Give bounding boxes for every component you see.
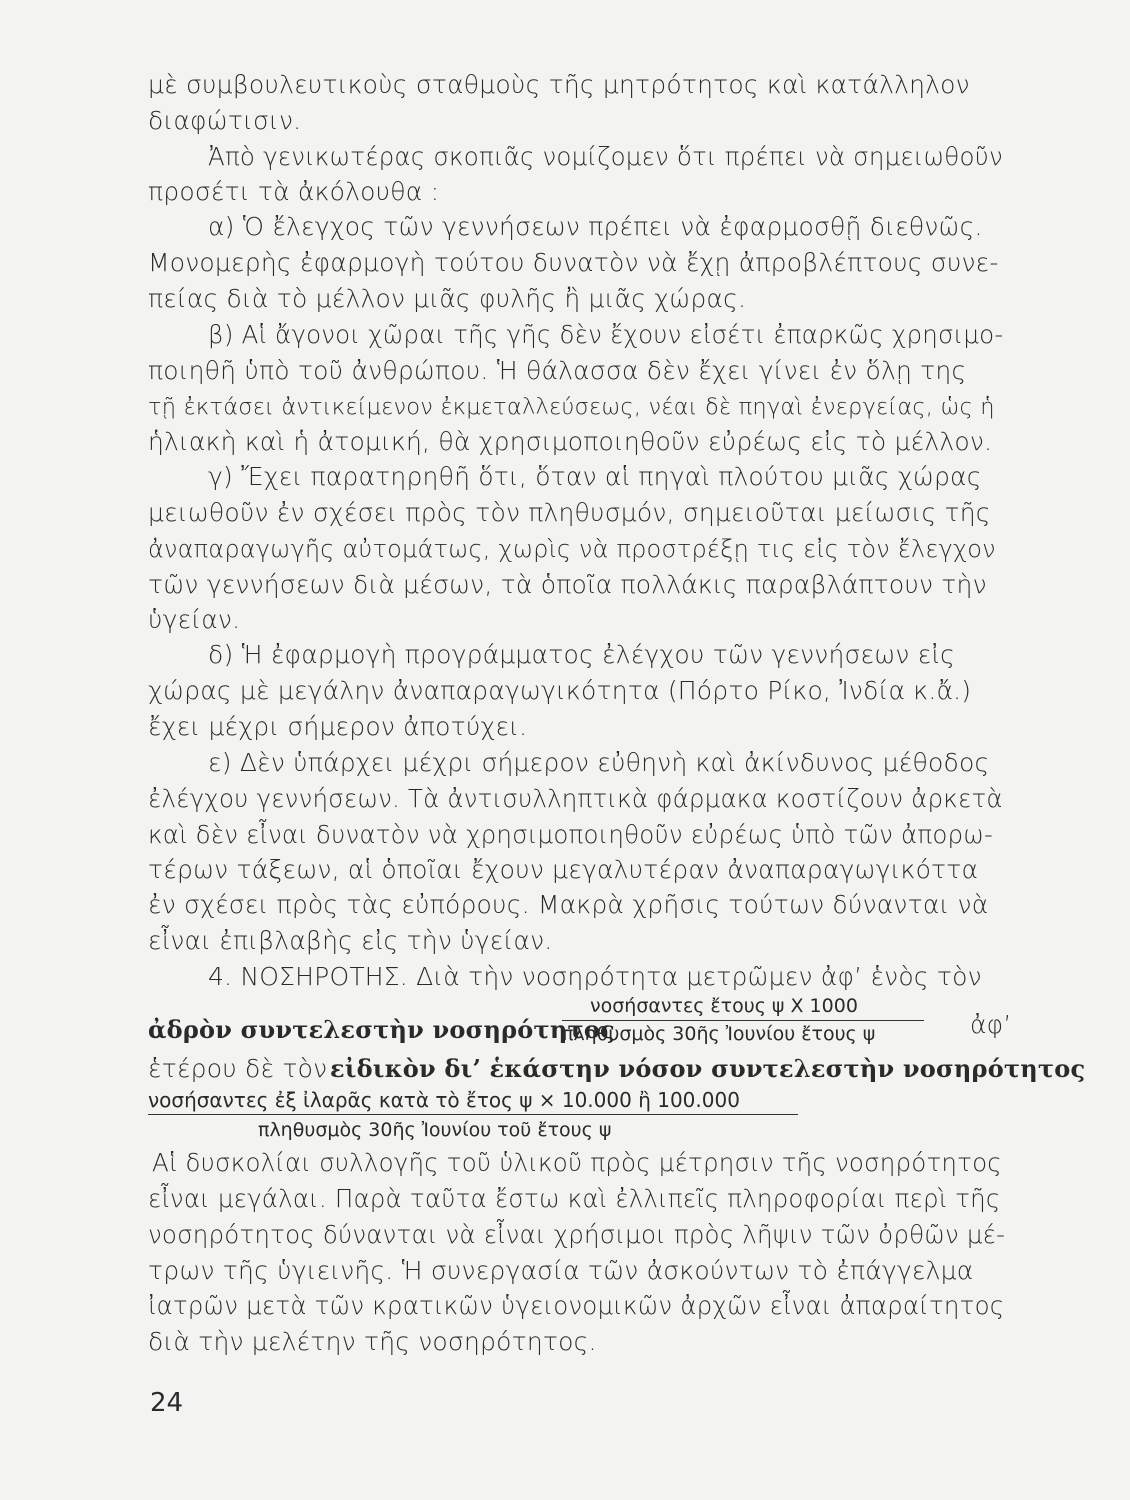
text-line: τῇ ἐκτάσει ἀντικείμενον ἐκμεταλλεύσεως, νέαι δὲ πηγαὶ ἐνεργείας, ὡς ἡ: [148, 394, 995, 420]
text-line: τῶν γεννήσεων διὰ μέσων, τὰ ὁποῖα πολλάκις παραβλάπτουν τὴν: [148, 570, 987, 599]
formula1-tail: ἀφ’: [970, 1010, 1012, 1039]
text-line: ἔχει μέχρι σήμερον ἀποτύχει.: [148, 712, 528, 741]
text-line: α) Ὁ ἔλεγχος τῶν γεννήσεων πρέπει νὰ ἐφαρμοσθῇ διεθνῶς.: [208, 212, 983, 241]
text-line: εἶναι ἐπιβλαβὴς εἰς τὴν ὑγείαν.: [148, 926, 553, 955]
text-line: ὑγείαν.: [148, 605, 241, 634]
text-line: προσέτι τὰ ἀκόλουθα :: [148, 177, 440, 206]
formula-label: ἀδρὸν συντελεστὴν νοσηρότητος: [148, 1015, 615, 1044]
text-line: Ἀπὸ γενικωτέρας σκοπιᾶς νομίζομεν ὅτι πρέπει νὰ σημειωθοῦν: [208, 142, 1003, 171]
page-number: 24: [150, 1388, 184, 1418]
text-line: νοσηρότητος δύνανται νὰ εἶναι χρήσιμοι πρὸς λῆψιν τῶν ὀρθῶν μέ-: [148, 1220, 1006, 1249]
text-line: πείας διὰ τὸ μέλλον μιᾶς φυλῆς ἢ μιᾶς χώρας.: [148, 284, 747, 313]
text-line: χώρας μὲ μεγάλην ἀναπαραγωγικότητα (Πόρτο Ρίκο, Ἰνδία κ.ἄ.): [148, 676, 972, 705]
text-line: διαφώτισιν.: [148, 106, 302, 135]
text-line: ἀναπαραγωγῆς αὐτομάτως, χωρὶς νὰ προστρέξῃ τις εἰς τὸν ἔλεγχον: [148, 535, 996, 563]
text-line: ἰατρῶν μετὰ τῶν κρατικῶν ὑγειονομικῶν ἀρχῶν εἶναι ἀπαραίτητος: [148, 1291, 1005, 1320]
text-line: β) Αἱ ἄγονοι χῶραι τῆς γῆς δὲν ἔχουν εἰσέτι ἐπαρκῶς χρησιμο-: [208, 320, 1004, 349]
text-line: τέρων τάξεων, αἱ ὁποῖαι ἔχουν μεγαλυτέραν ἀναπαραγωγικόττα: [148, 855, 979, 884]
text-line: δ) Ἡ ἐφαρμογὴ προγράμματος ἐλέγχου τῶν γεννήσεων εἰς: [208, 640, 955, 669]
formula1-denominator: πληθυσμὸς 30ῆς Ἰουνίου ἔτους ψ: [562, 1023, 876, 1045]
text-line: μειωθοῦν ἐν σχέσει πρὸς τὸν πληθυσμόν, σημειοῦται μείωσις τῆς: [148, 498, 991, 527]
text-line: ἑτέρου δὲ τὸν: [148, 1054, 328, 1083]
text-line: Αἱ δυσκολίαι συλλογῆς τοῦ ὑλικοῦ πρὸς μέτρησιν τῆς νοσηρότητος: [152, 1148, 1002, 1177]
formula2-fraction-bar: [148, 1114, 798, 1115]
text-line: τρων τῆς ὑγιεινῆς. Ἡ συνεργασία τῶν ἀσκούντων τὸ ἐπάγγελμα: [148, 1256, 974, 1285]
text-line: ε) Δὲν ὑπάρχει μέχρι σήμερον εὐθηνὴ καὶ ἀκίνδυνος μέθοδος: [208, 748, 990, 777]
formula2-denominator: πληθυσμὸς 30ῆς Ἰουνίου τοῦ ἔτους ψ: [258, 1119, 612, 1141]
formula1-fraction-bar: [562, 1020, 924, 1021]
text-line: ἐν σχέσει πρὸς τὰς εὐπόρους. Μακρὰ χρῆσις τούτων δύνανται νὰ: [148, 890, 989, 919]
text-line: διὰ τὴν μελέτην τῆς νοσηρότητος.: [148, 1327, 597, 1356]
text-line: ἐλέγχου γεννήσεων. Τὰ ἀντισυλληπτικὰ φάρμακα κοστίζουν ἀρκετὰ: [148, 784, 1003, 813]
text-line: καὶ δὲν εἶναι δυνατὸν νὰ χρησιμοποιηθοῦν εὐρέως ὑπὸ τῶν ἀπορω-: [148, 820, 994, 849]
formula1-numerator: νοσήσαντες ἔτους ψ Χ 1000: [590, 995, 858, 1017]
text-line: μὲ συμβουλευτικοὺς σταθμοὺς τῆς μητρότητος καὶ κατάλληλον: [148, 70, 970, 99]
text-line: ἡλιακὴ καὶ ἡ ἀτομική, θὰ χρησιμοποιηθοῦν εὐρέως εἰς τὸ μέλλον.: [148, 427, 993, 456]
text-line: γ) Ἔχει παρατηρηθῆ ὅτι, ὅταν αἱ πηγαὶ πλούτου μιᾶς χώρας: [208, 462, 982, 491]
section-heading-line: 4. ΝΟΣΗΡΟΤΗΣ. Διὰ τὴν νοσηρότητα μετρῶμεν ἀφ’ ἑνὸς τὸν: [208, 962, 982, 991]
text-line: ποιηθῆ ὑπὸ τοῦ ἀνθρώπου. Ἡ θάλασσα δὲν ἔχει γίνει ἐν ὅλῃ της: [148, 356, 967, 385]
text-line: Μονομερὴς ἐφαρμογὴ τούτου δυνατὸν νὰ ἔχῃ ἀπροβλέπτους συνε-: [148, 248, 999, 277]
specific-rate-label: εἰδικὸν δι’ ἑκάστην νόσον συντελεστὴν νοσηρότητος: [330, 1054, 1086, 1083]
formula2-numerator: νοσήσαντες ἐξ ἰλαρᾶς κατὰ τὸ ἔτος ψ × 10.000 ἢ 100.000: [148, 1088, 740, 1112]
text-line: εἶναι μεγάλαι. Παρὰ ταῦτα ἔστω καὶ ἐλλιπεῖς πληροφορίαι περὶ τῆς: [148, 1184, 1001, 1213]
